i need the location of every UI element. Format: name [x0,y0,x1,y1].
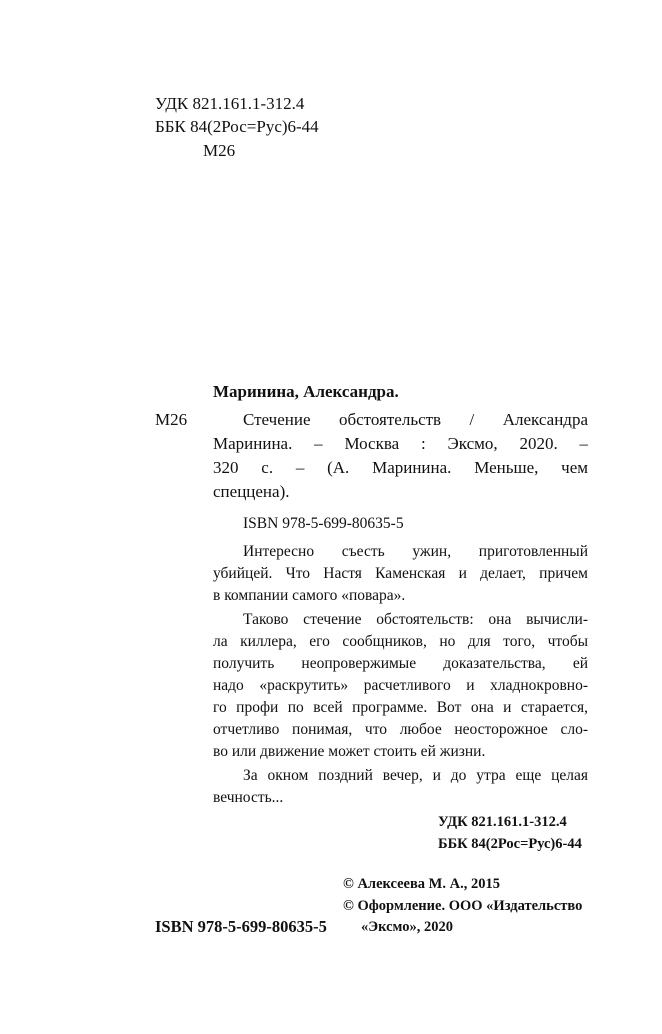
annotation-line: надо «раскрутить» расчетливого и хладнокровно- [213,677,588,694]
copyright-line: © Алексеева М. А., 2015 [343,876,500,892]
annotation-line: отчетливо понимая, что любое неосторожное сло- [213,721,588,738]
card-description-line: Маринина. – Москва : Эксмо, 2020. – [213,434,588,453]
annotation-line: вечность... [213,789,284,806]
top-bbk: ББК 84(2Рос=Рус)6-44 [155,117,319,136]
card-isbn: ISBN 978-5-699-80635-5 [243,515,404,532]
annotation-line: За окном поздний вечер, и до утра еще целая [243,767,588,784]
top-author-sign: М26 [203,141,236,160]
card-author: Маринина, Александра. [213,382,399,401]
annotation-line: убийцей. Что Настя Каменская и делает, причем [213,565,588,582]
card-author-sign: М26 [155,410,188,429]
annotation-line: Таково стечение обстоятельств: она вычисли- [243,611,588,628]
annotation-line: ла киллера, его сообщников, но для того, чтобы [213,633,588,650]
copyright-line: «Эксмо», 2020 [361,919,453,935]
top-udk: УДК 821.161.1-312.4 [155,94,305,113]
annotation-line: получить неопровержимые доказательства, ей [213,655,588,672]
copyright-line: © Оформление. ООО «Издательство [343,898,583,914]
annotation-line: го профи по всей программе. Вот она и старается, [213,699,588,716]
card-description-line: 320 с. – (А. Маринина. Меньше, чем [213,458,588,477]
annotation-line: во или движение может стоить ей жизни. [213,743,486,760]
card-bbk: ББК 84(2Рос=Рус)6-44 [438,836,582,852]
card-description-line: спеццена). [213,482,290,501]
annotation-line: Интересно съесть ужин, приготовленный [243,543,588,560]
card-description-line: Стечение обстоятельств / Александра [243,410,588,429]
card-udk: УДК 821.161.1-312.4 [438,814,567,830]
annotation-line: в компании самого «повара». [213,587,406,604]
footer-isbn: ISBN 978-5-699-80635-5 [155,917,327,936]
